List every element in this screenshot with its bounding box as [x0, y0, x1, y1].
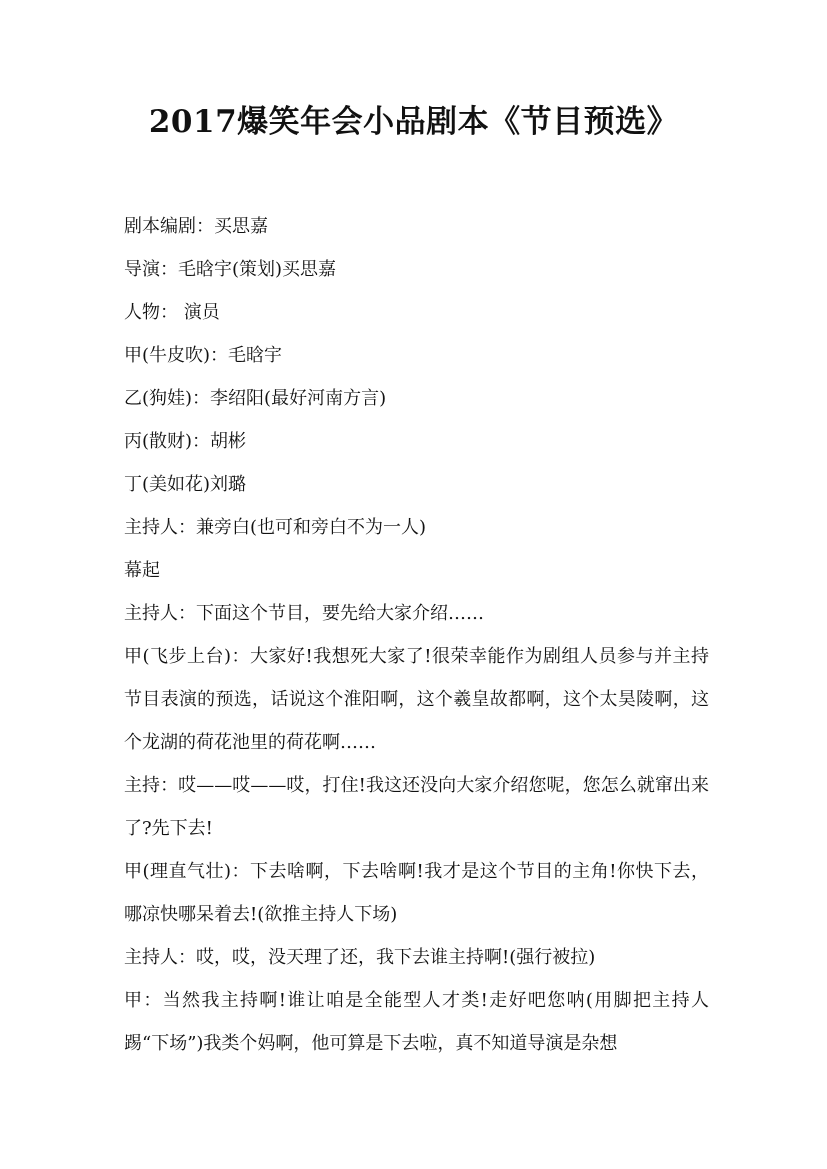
document-title: 2017爆笑年会小品剧本《节目预选》 — [148, 104, 679, 140]
cast-member: 乙(狗娃)：李绍阳(最好河南方言) — [124, 388, 387, 409]
cast-heading: 人物： 演员 — [124, 302, 220, 323]
cast-member: 丁(美如花)刘璐 — [124, 474, 247, 495]
dialogue-line: 甲：当然我主持啊!谁让咱是全能型人才类!走好吧您呐(用脚把主持人踢“下场”)我类个妈啊，他可算是下去啦，真不知道导演是杂想 — [124, 990, 709, 1054]
cast-member: 丙(散财)：胡彬 — [124, 431, 247, 452]
dialogue-line: 甲(飞步上台)：大家好!我想死大家了!很荣幸能作为剧组人员参与并主持节目表演的预选，话说这个淮阳啊，这个羲皇故都啊，这个太昊陵啊，这个龙湖的荷花池里的荷花啊…… — [124, 646, 709, 753]
dialogue-line: 主持：哎——哎——哎，打住!我这还没向大家介绍您呢，您怎么就窜出来了?先下去! — [124, 775, 709, 839]
stage-direction: 幕起 — [124, 560, 160, 581]
dialogue-line: 主持人：哎，哎，没天理了还，我下去谁主持啊!(强行被拉) — [124, 947, 596, 968]
document-body — [124, 205, 709, 1065]
credit-writer: 剧本编剧：买思嘉 — [124, 216, 268, 237]
dialogue-line: 主持人：下面这个节目，要先给大家介绍…… — [124, 603, 484, 624]
cast-member: 甲(牛皮吹)：毛晗宇 — [124, 345, 283, 366]
dialogue-line: 甲(理直气壮)：下去啥啊，下去啥啊!我才是这个节目的主角!你快下去，哪凉快哪呆着去!(欲推主持人下场) — [124, 861, 709, 925]
credit-director: 导演：毛晗宇(策划)买思嘉 — [124, 259, 337, 280]
cast-member: 主持人：兼旁白(也可和旁白不为一人) — [124, 517, 427, 538]
